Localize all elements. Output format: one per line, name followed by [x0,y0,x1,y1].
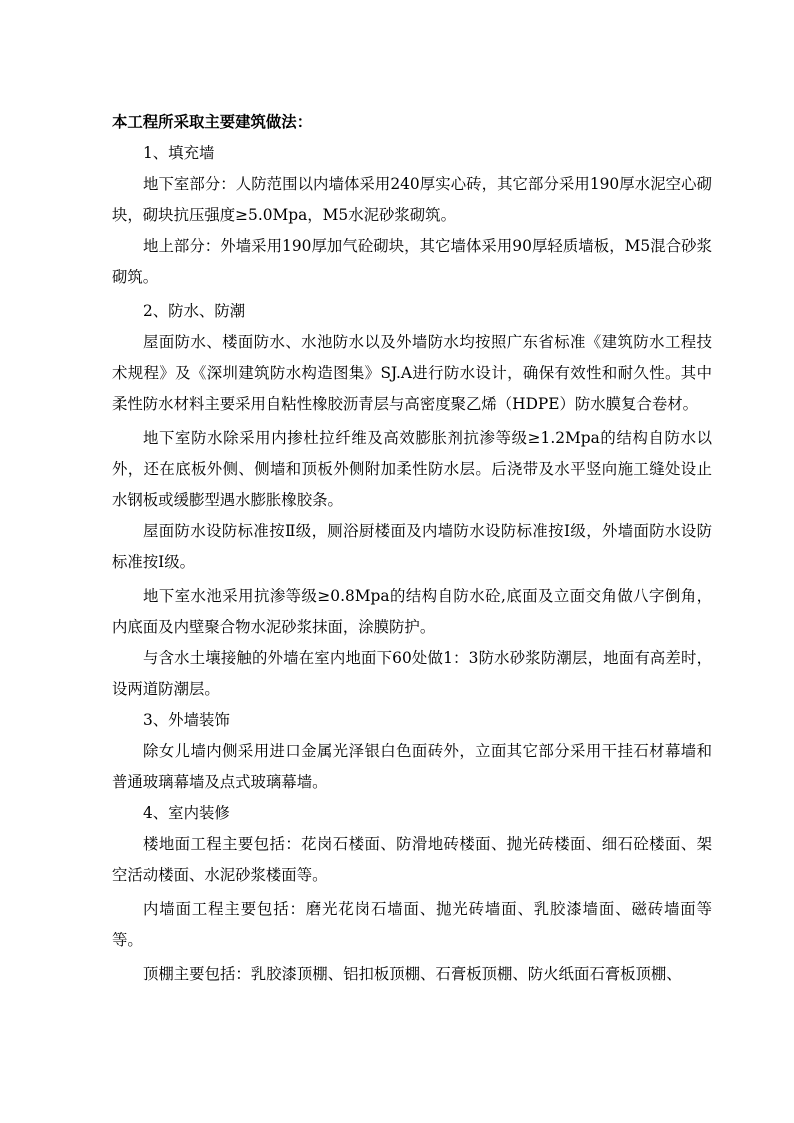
paragraph-exterior-finish: 除女儿墙内侧采用进口金属光泽银白色面砖外，立面其它部分采用干挂石材幕墙和普通玻璃幕墙及点式玻璃幕墙。 [112,742,712,791]
section-heading-waterproofing: 2、防水、防潮 [143,302,246,320]
document-body [112,107,712,990]
section-heading-exterior-finish: 3、外墙装饰 [143,711,230,729]
section-heading-interior-finish: 4、室内装修 [143,804,230,822]
paragraph-wall-finishes: 内墙面工程主要包括：磨光花岗石墙面、抛光砖墙面、乳胶漆墙面、磁砖墙面等等。 [112,900,712,949]
paragraph-ceiling-finishes: 顶棚主要包括：乳胶漆顶棚、铝扣板顶棚、石膏板顶棚、防火纸面石膏板顶棚、 [143,965,682,983]
paragraph-roof-waterproofing: 屋面防水、楼面防水、水池防水以及外墙防水均按照广东省标准《建筑防水工程技术规程》及《深圳建筑防水构造图集》SJ.A进行防水设计，确保有效性和耐久性。其中柔性防水材料主要采用自粘性橡胶沥青层与高密度聚乙烯（HDPE）防水膜复合卷材。 [112,333,712,413]
section-heading-infill-wall: 1、填充墙 [143,144,215,162]
paragraph-basement-pool: 地下室水池采用抗渗等级≥0.8Mpa的结构自防水砼,底面及立面交角做八字倒角，内底面及内壁聚合物水泥砂浆抹面，涂膜防护。 [112,587,712,636]
paragraph-floor-finishes: 楼地面工程主要包括：花岗石楼面、防滑地砖楼面、抛光砖楼面、细石砼楼面、架空活动楼面、水泥砂浆楼面等。 [112,835,712,884]
paragraph-basement-waterproofing: 地下室防水除采用内掺杜拉纤维及高效膨胀剂抗渗等级≥1.2Mpa的结构自防水以外，还在底板外侧、侧墙和顶板外侧附加柔性防水层。后浇带及水平竖向施工缝处设止水钢板或缓膨型遇水膨胀橡胶条。 [112,429,712,509]
paragraph-waterproof-grades: 屋面防水设防标准按Ⅱ级，厕浴厨楼面及内墙防水设防标准按Ⅰ级，外墙面防水设防标准按Ⅰ级。 [112,522,712,571]
paragraph-basement-walls: 地下室部分：人防范围以内墙体采用240厚实心砖，其它部分采用190厚水泥空心砌块，砌块抗压强度≥5.0Mpa，M5水泥砂浆砌筑。 [112,175,712,224]
paragraph-damp-proofing: 与含水土壤接触的外墙在室内地面下60处做1：3防水砂浆防潮层，地面有高差时，设两道防潮层。 [112,649,712,698]
paragraph-above-ground-walls: 地上部分：外墙采用190厚加气砼砌块，其它墙体采用90厚轻质墙板，M5混合砂浆砌筑。 [112,237,712,286]
document-title: 本工程所采取主要建筑做法： [112,113,313,131]
